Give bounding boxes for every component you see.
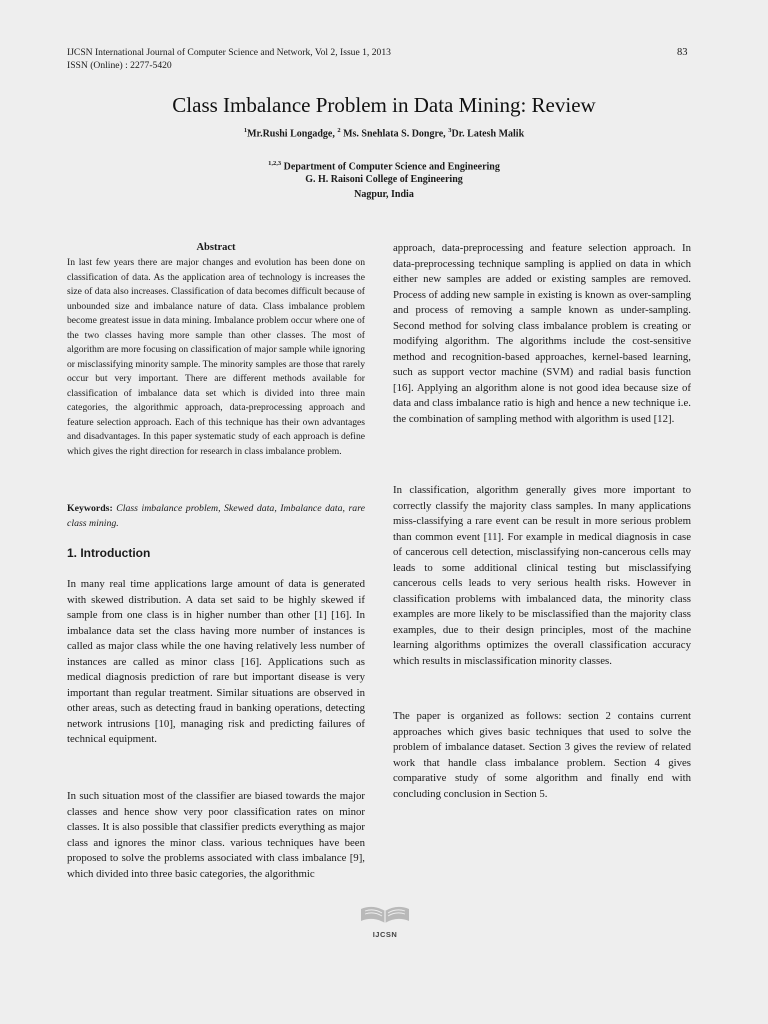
journal-header: IJCSN International Journal of Computer Science and Network, Vol 2, Issue 1, 2013	[67, 47, 391, 58]
affiliation-college: G. H. Raisoni College of Engineering	[305, 174, 463, 185]
intro-paragraph-1: In many real time applications large amount of data is generated with skewed distribution. A data set said to be highly skewed if sample from one class is in higher number than other [1] [16]. In imbalance data set the class having more number of instances is called as major class while the one having relatively less number of instances are called as minor class [16]. Applications such as medical diagnosis prediction of rare but important disease is very important than regular treatment. Similar situations are observed in other areas, such as detecting fraud in banking operations, detecting network intrusions [10], managing risk and predicting failures of technical equipment.	[67, 578, 365, 745]
page-number: 83	[677, 47, 688, 58]
abstract-text: In last few years there are major changes and evolution has been done on classification of data. As the application area of technology is increases the size of data also increases. Classification of data becomes difficult because of unbounded size and imbalance nature of data. Class imbalance problem become greatest issue in data mining. Imbalance problem occur where one of the two classes having more sample than other classes. The most of algorithm are more focusing on classification of major sample while ignoring or misclassifying minority sample. The minority samples are those that rarely occur but very important. There are different methods available for classification of imbalance data set which is divided into three main categories, the algorithmic approach, data-preprocessing approach and feature selection approach. Each of this technique has their own advantages and disadvantages. In this paper systematic study of each approach is define which gives the right direction for research in class imbalance problem.	[67, 257, 365, 457]
affiliation-sup: 1,2,3	[268, 160, 282, 167]
intro-paragraph-5: The paper is organized as follows: section 2 contains current approaches which gives basic techniques that used to solve the problem of imbalance dataset. Section 3 gives the review of related work that handle class imbalance problem. Section 4 gives comparative study of some algorithm and finally end with concluding conclusion in Section 5.	[393, 710, 691, 800]
author-3: Dr. Latesh Malik	[451, 128, 525, 140]
intro-paragraph-2: In such situation most of the classifier are biased towards the major classes and hence show very poor classification rates on minor classes. It is also possible that classifier predicts everything as major class and ignores the minor class. various techniques have been proposed to solve the problems associated with class imbalance [9], which divided into three basic categories, the algorithmic	[67, 790, 365, 880]
intro-paragraph-4: In classification, algorithm generally gives more important to correctly classify the majority class samples. In many applications miss-classifying a rare event can be result in more serious problem than common event [11]. For example in medical diagnosis in case of cancerous cell detection, misclassifying non-cancerous cells may leads to some additional clinical testing but misclassifying cancerous cells leads to very serious health risks. However in classification problems with imbalanced data, the minority class examples are more likely to be misclassified than the majority class examples, due to their design principles, most of the machine learning algorithms optimizes the overall classification accuracy which results in misclassification minority classes.	[393, 484, 691, 667]
keywords-label: Keywords:	[67, 503, 113, 514]
keywords-text: Class imbalance problem, Skewed data, Imbalance data, rare class mining.	[67, 503, 365, 529]
department: Department of Computer Science and Engineering	[281, 161, 500, 173]
journal-logo	[355, 903, 415, 939]
author-1-sup: 1	[243, 127, 248, 134]
keywords	[67, 502, 365, 531]
affiliation-department	[0, 157, 768, 173]
open-book-icon	[357, 903, 413, 925]
issn-line: ISSN (Online) : 2277-5420	[67, 60, 172, 71]
author-2: Ms. Snehlata S. Dongre,	[340, 128, 449, 140]
author-list	[0, 127, 768, 139]
author-3-sup: 3	[448, 127, 452, 134]
intro-paragraph-3: approach, data-preprocessing and feature selection approach. In data-preprocessing technique sampling is applied on data in which either new samples are added or existing samples are removed. Process of adding new sample in existing is known as over-sampling and process of removing a sample known as under-sampling. Second method for solving class imbalance problem is creating or modifying algorithm. The algorithms include the cost-sensitive method and recognition-based approaches, kernel-based learning, such as support vector machine (SVM) and radial basis function [16]. Applying an algorithm alone is not good idea because size of data and class imbalance ratio is high and hence a new technique i.e. the combination of sampling method with algorithm is used [12].	[393, 242, 691, 425]
affiliation-city: Nagpur, India	[354, 189, 414, 200]
logo-text: IJCSN	[372, 930, 398, 939]
abstract-heading: Abstract	[196, 242, 236, 253]
author-2-sup: 2	[337, 127, 341, 134]
author-1: Mr.Rushi Longadge,	[247, 128, 338, 140]
paper-title: Class Imbalance Problem in Data Mining: Review	[172, 93, 596, 117]
section-heading-introduction: 1. Introduction	[67, 546, 151, 560]
